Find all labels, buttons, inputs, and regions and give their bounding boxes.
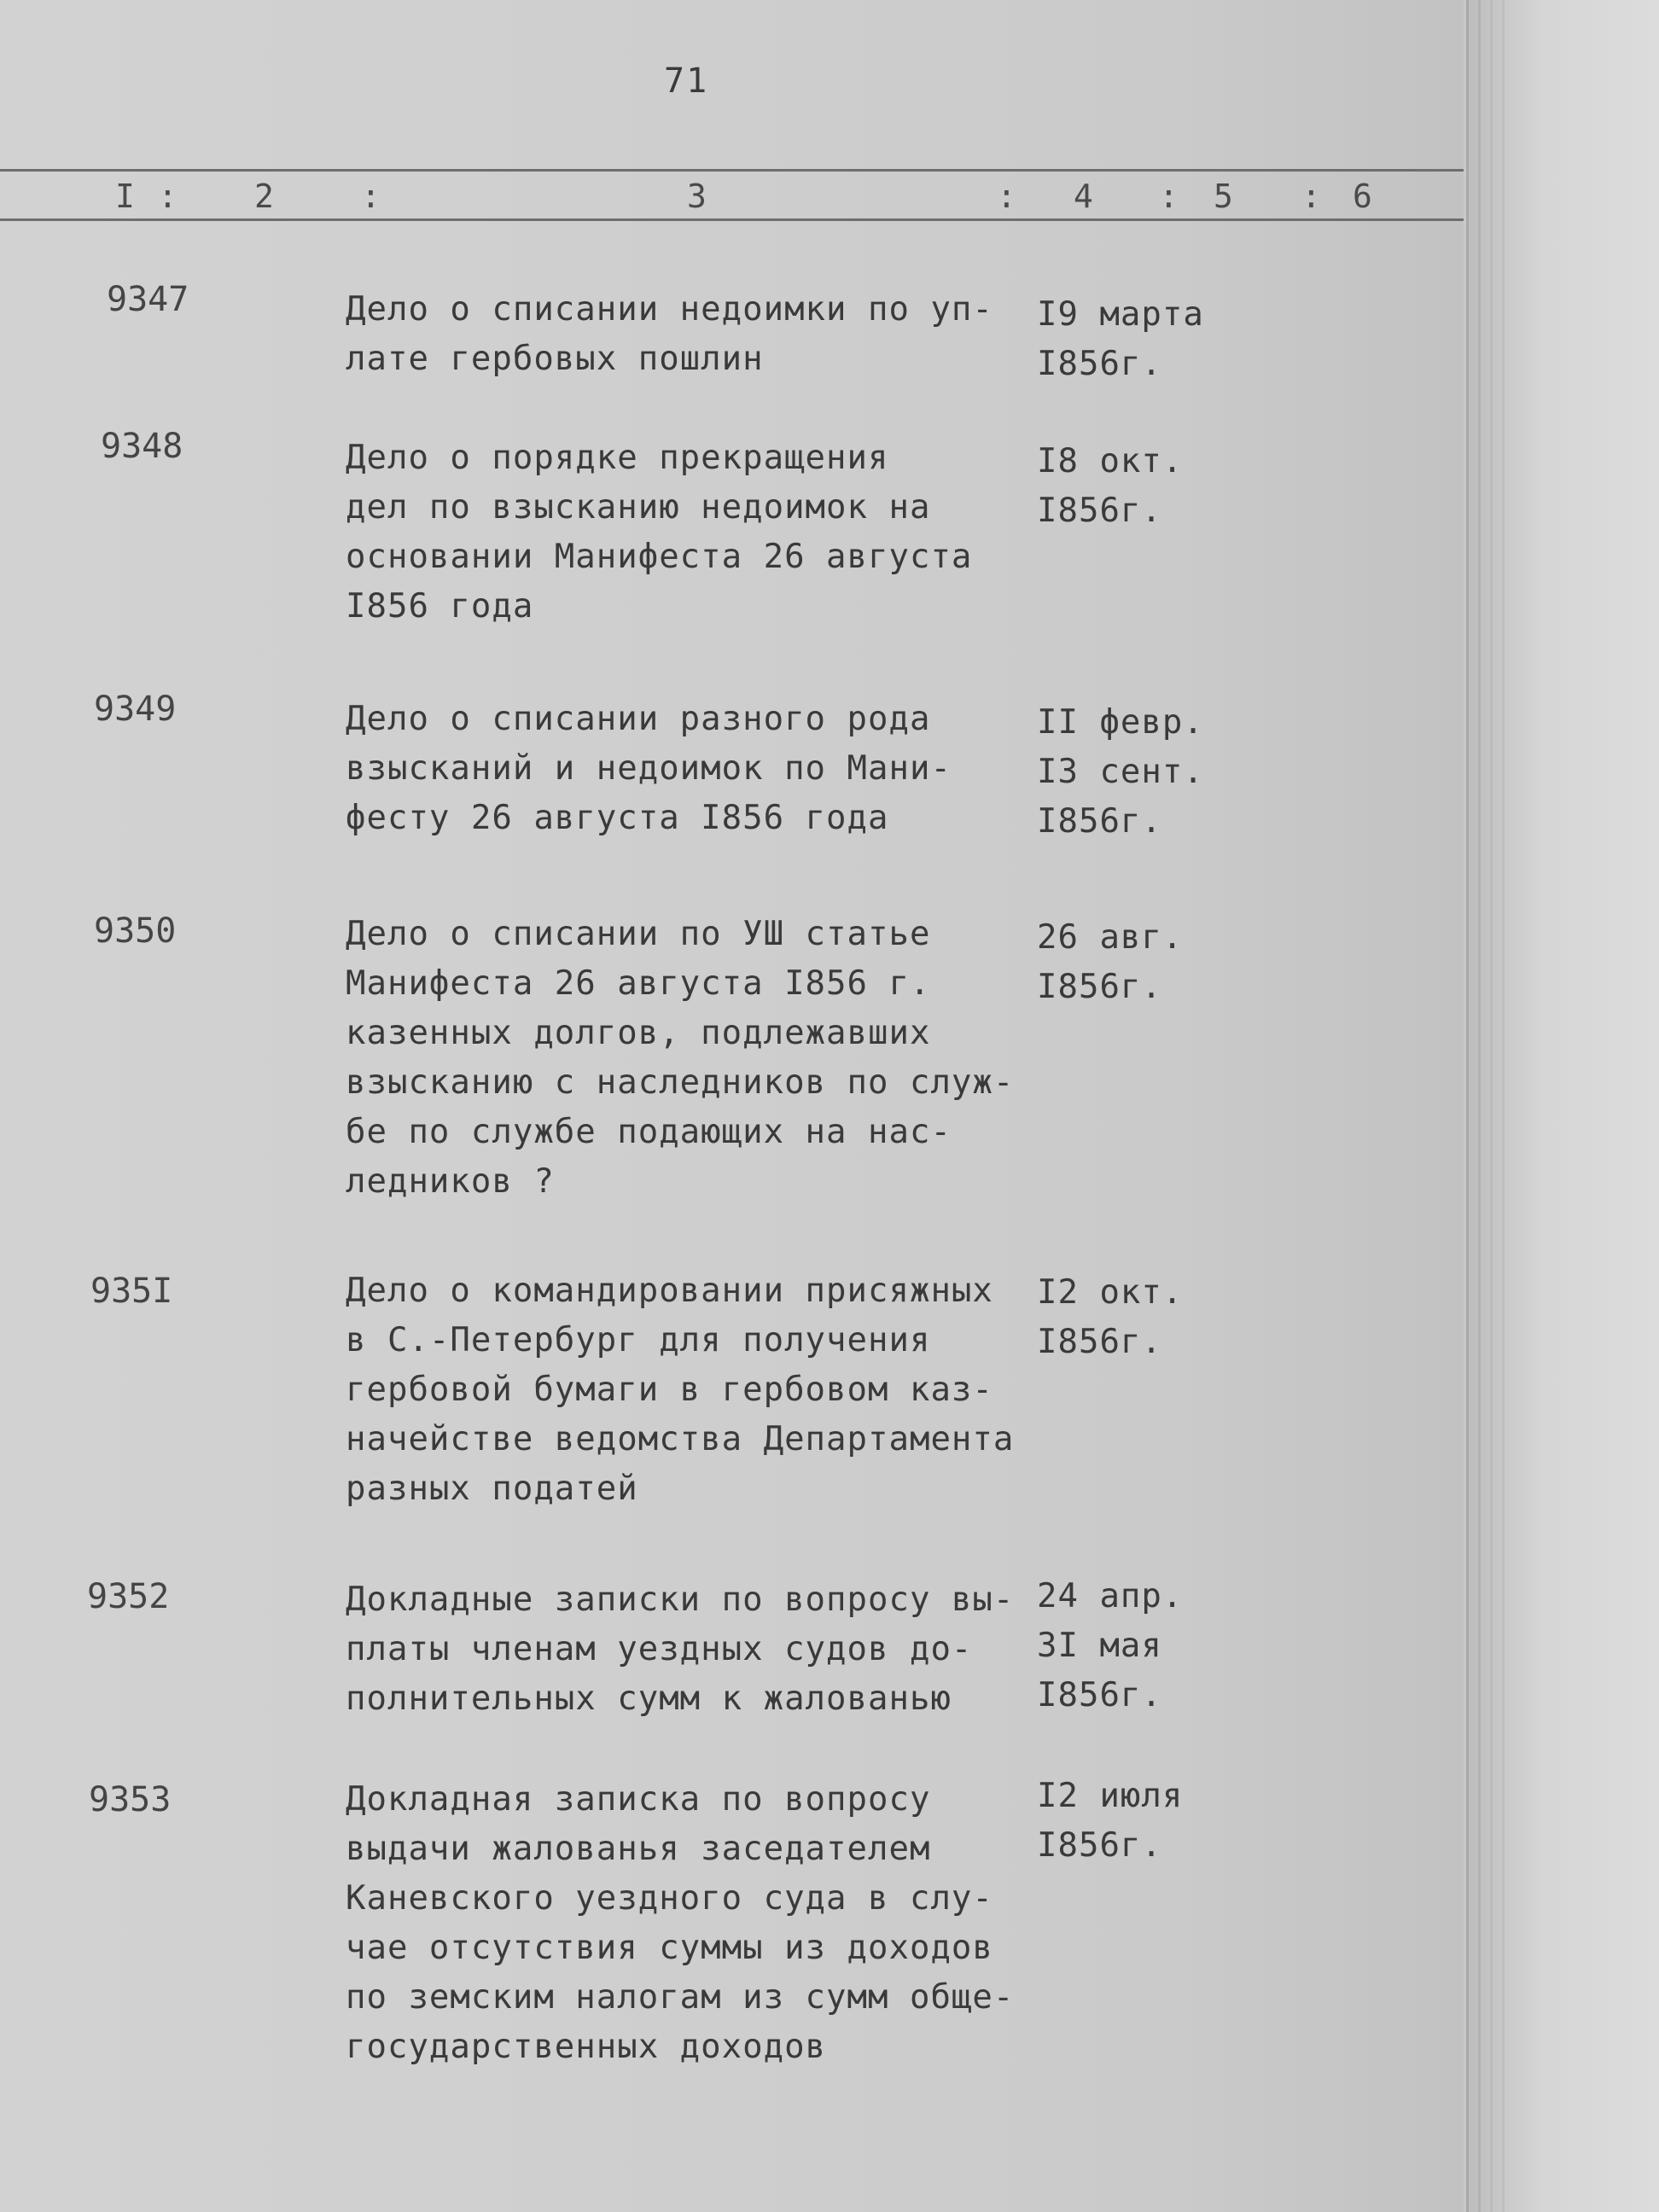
entry-description: Дело о командировании присяжных в С.-Петербург для получения гербовой бумаги в гербовом каз- начействе ведомства Департамента разных податей xyxy=(346,1272,1015,1508)
page-number: 71 xyxy=(664,61,709,101)
column-header-6: 6 xyxy=(1353,178,1372,215)
entry-date: 26 авг. I856г. xyxy=(1037,918,1184,1006)
entry-description: Докладные записки по вопросу вы- платы членам уездных судов до- полнительных сумм к жалованью xyxy=(346,1580,1015,1718)
header-rule-bottom xyxy=(0,218,1464,221)
page-edge xyxy=(1478,0,1481,2212)
column-separator: : xyxy=(1301,178,1321,215)
entry-number: 9352 xyxy=(87,1577,170,1616)
entry-date: I8 окт. I856г. xyxy=(1037,442,1184,530)
entry-number: 9348 xyxy=(101,427,183,466)
column-separator: : xyxy=(1159,178,1179,215)
entry-number: 9347 xyxy=(107,280,189,319)
page-edge xyxy=(1466,0,1469,2212)
entry-description: Докладная записка по вопросу выдачи жалованья заседателем Каневского уездного суда в слу- чае отсутствия суммы из доходов по земским налогам из сумм обще- государственных доходов xyxy=(346,1780,1015,2066)
entry-number: 935I xyxy=(90,1272,173,1311)
entry-date: II февр. I3 сент. I856г. xyxy=(1037,703,1204,841)
column-separator: : xyxy=(361,178,381,215)
page-edge xyxy=(1490,0,1493,2212)
entry-date: I2 июля I856г. xyxy=(1037,1777,1184,1865)
entry-description: Дело о списании недоимки по уп- лате гербовых пошлин xyxy=(346,290,993,378)
entry-description: Дело о списании разного рода взысканий и недоимок по Мани- фесту 26 августа I856 года xyxy=(346,700,952,837)
stacked-pages-background xyxy=(1468,0,1659,2212)
entry-number: 9353 xyxy=(89,1780,172,1819)
entry-description: Дело о списании по УШ статье Манифеста 26 августа I856 г. казенных долгов, подлежавших взысканию с наследников по служ- бе по службе подающих на нас- ледников ? xyxy=(346,915,1015,1201)
column-header-1: I xyxy=(115,178,135,215)
entry-number: 9350 xyxy=(94,911,177,951)
entry-date: I9 марта I856г. xyxy=(1037,295,1204,383)
column-header-5: 5 xyxy=(1214,178,1233,215)
entry-date: I2 окт. I856г. xyxy=(1037,1273,1184,1361)
page-edge xyxy=(1502,0,1505,2212)
header-rule-top xyxy=(0,169,1464,172)
entry-number: 9349 xyxy=(94,690,177,729)
column-separator: : xyxy=(158,178,178,215)
entry-description: Дело о порядке прекращения дел по взысканию недоимок на основании Манифеста 26 августа I856 года xyxy=(346,439,973,626)
column-separator: : xyxy=(997,178,1016,215)
entry-date: 24 апр. 3I мая I856г. xyxy=(1037,1577,1184,1714)
column-header-3: 3 xyxy=(687,178,707,215)
column-header-4: 4 xyxy=(1074,178,1093,215)
column-header-2: 2 xyxy=(254,178,274,215)
